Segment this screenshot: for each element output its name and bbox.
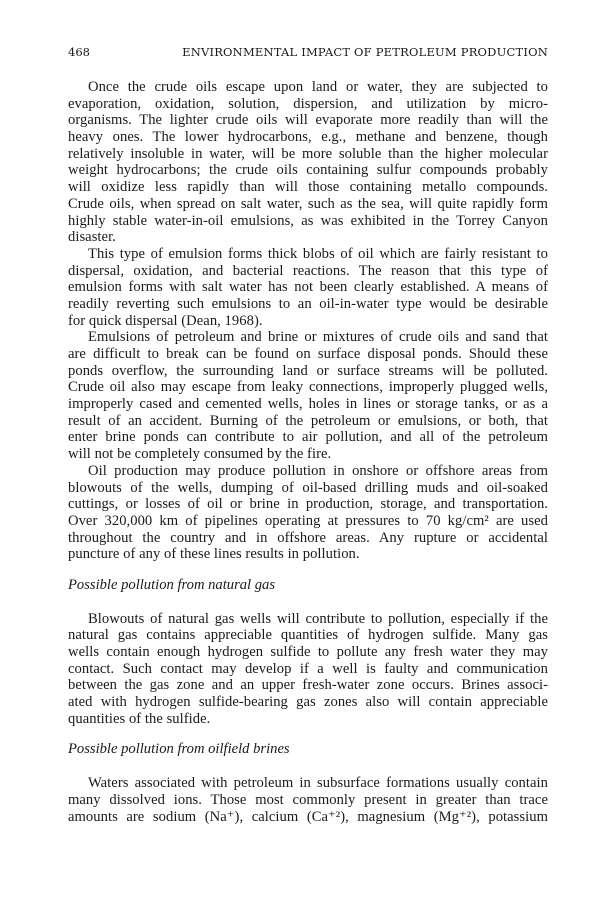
text-line: will oxidize less rapidly than will those containing metallo compounds. <box>68 179 548 196</box>
text-line: amounts are sodium (Na⁺), calcium (Ca⁺²), magnesium (Mg⁺²), potassium <box>68 808 548 825</box>
text-line: enter brine ponds can contribute to air pollution, and all of the petroleum <box>68 429 548 446</box>
text-line: between the gas zone and an upper fresh-water zone occurs. Brines associ- <box>68 677 548 694</box>
paragraph <box>68 775 548 825</box>
body-text <box>68 79 548 825</box>
running-header <box>68 44 548 60</box>
text-line: improperly cased and cemented wells, holes in lines or storage tanks, or as a <box>68 396 548 413</box>
paragraph <box>68 611 548 728</box>
text-line: weight hydrocarbons; the crude oils containing sulfur compounds probably <box>68 162 548 179</box>
text-line: for quick dispersal (Dean, 1968). <box>68 312 263 329</box>
text-line: natural gas contains appreciable quantities of hydrogen sulfide. Many gas <box>68 627 548 644</box>
text-line: puncture of any of these lines results in pollution. <box>68 546 360 563</box>
text-line: Once the crude oils escape upon land or water, they are subjected to <box>88 79 548 95</box>
text-line: This type of emulsion forms thick blobs of oil which are fairly resistant to <box>88 245 548 262</box>
paragraph <box>68 463 548 563</box>
text-line: Oil production may produce pollution in onshore or offshore areas from <box>88 462 548 479</box>
text-line: heavy ones. The lower hydrocarbons, e.g., methane and benzene, though <box>68 129 548 146</box>
text-line: throughout the country and in offshore areas. Any rupture or accidental <box>68 529 548 546</box>
text-line: contact. Such contact may develop if a well is faulty and communication <box>68 660 548 677</box>
page-number: 468 <box>68 45 90 59</box>
paragraph <box>68 79 548 246</box>
text-line: will not be completely consumed by the fire. <box>68 446 332 463</box>
text-line: ated with hydrogen sulfide-bearing gas zones also will contain appreciable <box>68 694 548 711</box>
section-heading: Possible pollution from oilfield brines <box>68 741 290 758</box>
text-line: evaporation, oxidation, solution, dispersion, and utilization by micro- <box>68 95 548 112</box>
paragraph <box>68 329 548 463</box>
text-line: readily reverting such emulsions to an oil-in-water type would be desirable <box>68 295 548 312</box>
text-line: highly stable water-in-oil emulsions, as was exhibited in the Torrey Canyon <box>68 212 548 229</box>
section-heading: Possible pollution from natural gas <box>68 576 276 593</box>
text-line: dispersal, oxidation, and bacterial reactions. The reason that this type of <box>68 262 548 279</box>
text-line: relatively insoluble in water, will be more soluble than the higher molecular <box>68 145 548 162</box>
text-line: cuttings, or losses of oil or brine in production, storage, and transportation. <box>68 496 548 513</box>
text-line: wells contain enough hydrogen sulfide to pollute any fresh water they may <box>68 644 548 661</box>
text-line: Over 320,000 km of pipelines operating at pressures to 70 kg/cm² are used <box>68 512 548 529</box>
text-line: ponds overflow, the surrounding land or surface streams will be polluted. <box>68 362 548 379</box>
paragraph <box>68 246 548 329</box>
text-line: Waters associated with petroleum in subsurface formations usually contain <box>88 775 548 792</box>
text-line: many dissolved ions. Those most commonly present in greater than trace <box>68 791 548 808</box>
text-line: organisms. The lighter crude oils will evaporate more readily than will the <box>68 112 548 129</box>
text-line: emulsion forms with salt water has not been clearly established. A means of <box>68 279 548 296</box>
text-line: result of an accident. Burning of the petroleum or emulsions, or both, that <box>68 412 548 429</box>
text-line: Crude oil also may escape from leaky connections, improperly plugged wells, <box>68 379 548 396</box>
document-page <box>68 44 548 825</box>
text-line: quantities of the sulfide. <box>68 710 211 727</box>
running-title: ENVIRONMENTAL IMPACT OF PETROLEUM PRODUCTION <box>182 45 548 59</box>
text-line: blowouts of the wells, dumping of oil-based drilling muds and oil-soaked <box>68 479 548 496</box>
text-line: Crude oils, when spread on salt water, such as the sea, will quite rapidly form <box>68 195 548 212</box>
text-line: Emulsions of petroleum and brine or mixtures of crude oils and sand that <box>88 329 548 346</box>
text-line: are difficult to break can be found on surface disposal ponds. Should these <box>68 346 548 362</box>
text-line: disaster. <box>68 229 116 246</box>
text-line: Blowouts of natural gas wells will contribute to pollution, especially if the <box>88 610 548 627</box>
